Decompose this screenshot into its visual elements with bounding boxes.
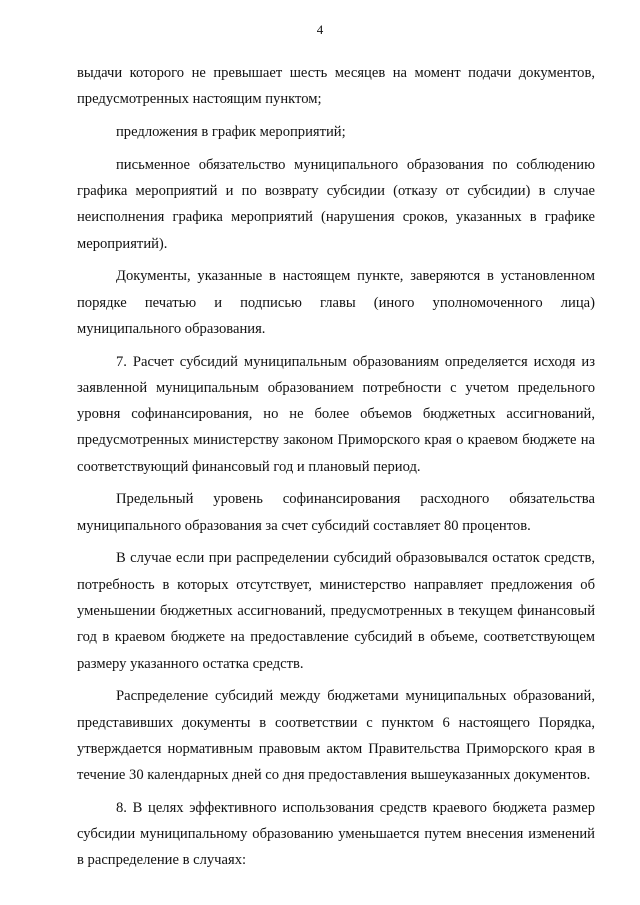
paragraph-written-obligation: письменное обязательство муниципального образования по соблюдению графика мероприятий и по возврату субсидии (отказу от субсидии) в случае неисполнения графика мероприятий (нарушения сроков, указанных в графике мероприятий).	[77, 156, 595, 252]
document-body	[77, 60, 595, 874]
paragraph-cofinancing-level: Предельный уровень софинансирования расходного обязательства муниципального образования за счет субсидий составляет 80 процентов.	[77, 491, 595, 534]
paragraph-distribution: Распределение субсидий между бюджетами муниципальных образований, представивших документы в соответствии с пунктом 6 настоящего Порядка, утверждается нормативным правовым актом Правительства Приморского края в течение 30 календарных дней со дня предоставления вышеуказанных документов.	[77, 688, 595, 784]
paragraph-continuation: выдачи которого не превышает шесть месяцев на момент подачи документов, предусмотренных настоящим пунктом;	[77, 65, 595, 108]
page-number: 4	[316, 22, 324, 37]
paragraph-proposals: предложения в график мероприятий;	[116, 123, 346, 140]
paragraph-item-7: 7. Расчет субсидий муниципальным образованиям определяется исходя из заявленной муниципальным образованием потребности с учетом предельного уровня софинансирования, но не более объемов бюджетных ассигнований, предусмотренных министерству законом Приморского края о краевом бюджете на соответствующий финансовый год и плановый период.	[77, 353, 595, 475]
paragraph-certification: Документы, указанные в настоящем пункте, заверяются в установленном порядке печатью и подписью главы (иного уполномоченного лица) муниципального образования.	[77, 268, 595, 337]
paragraph-remaining-funds: В случае если при распределении субсидий образовывался остаток средств, потребность в которых отсутствует, министерство направляет предложения об уменьшении бюджетных ассигнований, предусмотренных в текущем финансовый год в краевом бюджете на предоставление субсидий в объеме, соответствующем размеру указанного остатка средств.	[77, 550, 595, 672]
paragraph-item-8: 8. В целях эффективного использования средств краевого бюджета размер субсидии муниципальному образованию уменьшается путем внесения изменений в распределение в случаях:	[77, 799, 595, 869]
